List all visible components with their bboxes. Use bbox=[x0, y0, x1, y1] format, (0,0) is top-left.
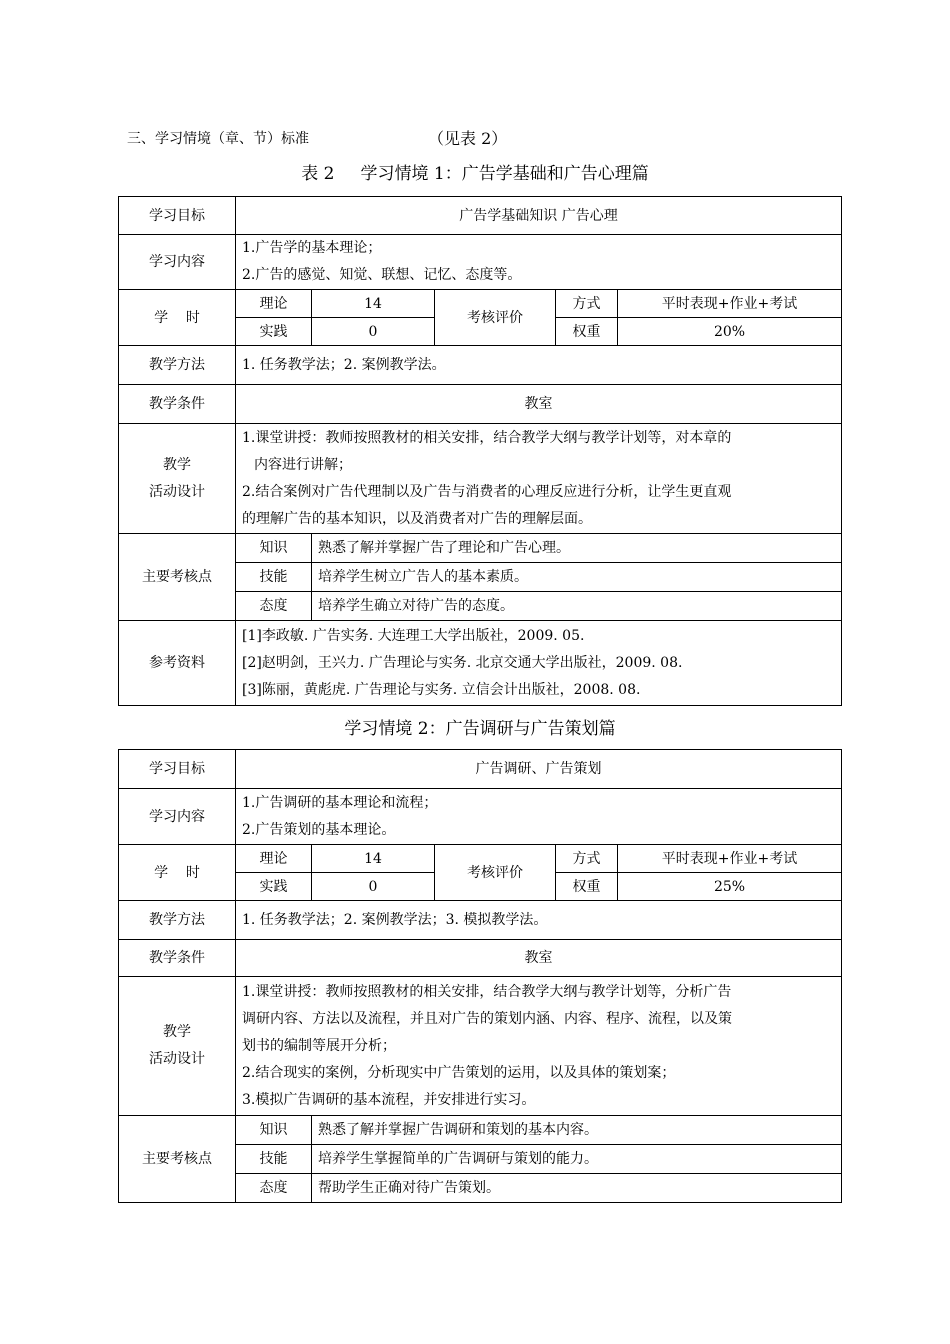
table1-theory-hours: 14 bbox=[312, 290, 435, 318]
table1-refs-label: 参考资料 bbox=[119, 621, 236, 706]
table1-skill-value: 培养学生树立广告人的基本素质。 bbox=[312, 563, 842, 592]
table1-skill-label: 技能 bbox=[236, 563, 312, 592]
table2-practice-label: 实践 bbox=[236, 873, 312, 901]
table2-caption: 学习情境 2：广告调研与广告策划篇 bbox=[344, 719, 616, 739]
see-table-note: （见表 2） bbox=[428, 129, 508, 148]
table2-content-row bbox=[119, 789, 842, 845]
table1-hours-label: 学 时 bbox=[119, 290, 236, 346]
table1-caption bbox=[0, 159, 950, 184]
table2-activity-row bbox=[119, 977, 842, 1116]
table1-ref-item: [2]赵明剑，王兴力. 广告理论与实务. 北京交通大学出版社，2009. 08. bbox=[242, 654, 683, 671]
table2-hours-row bbox=[119, 845, 842, 873]
table1-content-value bbox=[236, 235, 842, 290]
table1-activity-line: 的理解广告的基本知识，以及消费者对广告的理解层面。 bbox=[242, 510, 592, 527]
table2-knowledge-label: 知识 bbox=[236, 1116, 312, 1145]
table2-goal-value: 广告调研、广告策划 bbox=[236, 750, 842, 789]
section-heading: 三、学习情境（章、节）标准 bbox=[127, 131, 309, 147]
table2-skill-label: 技能 bbox=[236, 1145, 312, 1174]
table2-activity-line: 1.课堂讲授：教师按照教材的相关安排，结合教学大纲与教学计划等，分析广告 bbox=[242, 983, 732, 1000]
table1-knowledge-row bbox=[119, 534, 842, 563]
table1-caption-number: 表 2 bbox=[301, 164, 335, 184]
table1-content-row bbox=[119, 235, 842, 290]
table2-attitude-label: 态度 bbox=[236, 1174, 312, 1203]
table1-caption-title: 学习情境 1：广告学基础和广告心理篇 bbox=[360, 164, 649, 184]
table2-attitude-value: 帮助学生正确对待广告策划。 bbox=[312, 1174, 842, 1203]
table1-method-value: 平时表现+作业+考试 bbox=[618, 290, 842, 318]
table2-content-line: 1.广告调研的基本理论和流程； bbox=[242, 794, 438, 811]
table1-activity-line: 内容进行讲解； bbox=[254, 456, 352, 473]
table1-activity-label-line: 教学 bbox=[163, 456, 191, 473]
table1-attitude-value: 培养学生确立对待广告的态度。 bbox=[312, 592, 842, 621]
table1-knowledge-label: 知识 bbox=[236, 534, 312, 563]
table2-skill-value: 培养学生掌握简单的广告调研与策划的能力。 bbox=[312, 1145, 842, 1174]
table2-content-line: 2.广告策划的基本理论。 bbox=[242, 821, 396, 838]
table1-activity-row bbox=[119, 424, 842, 534]
table1-practice-hours: 0 bbox=[312, 318, 435, 346]
table2-theory-hours: 14 bbox=[312, 845, 435, 873]
table1-knowledge-value: 熟悉了解并掌握广告了理论和广告心理。 bbox=[312, 534, 842, 563]
table1-goal-value: 广告学基础知识 广告心理 bbox=[236, 197, 842, 235]
table1-goal-row bbox=[119, 197, 842, 235]
table2-activity-value bbox=[236, 977, 842, 1116]
table2-teaching-method-value: 1. 任务教学法；2. 案例教学法；3. 模拟教学法。 bbox=[236, 901, 842, 940]
table2-practice-hours: 0 bbox=[312, 873, 435, 901]
table1-activity-value bbox=[236, 424, 842, 534]
table2-knowledge-value: 熟悉了解并掌握广告调研和策划的基本内容。 bbox=[312, 1116, 842, 1145]
table1-method-row bbox=[119, 346, 842, 385]
table1-practice-label: 实践 bbox=[236, 318, 312, 346]
table1-conditions-row bbox=[119, 385, 842, 424]
table1-conditions-value: 教室 bbox=[236, 385, 842, 424]
table1-attitude-label: 态度 bbox=[236, 592, 312, 621]
table2-activity-line: 调研内容、方法以及流程，并且对广告的策划内涵、内容、程序、流程，以及策 bbox=[242, 1010, 732, 1027]
table2-conditions-row bbox=[119, 940, 842, 977]
table2-activity-label-line: 教学 bbox=[163, 1024, 191, 1040]
table2-content-value bbox=[236, 789, 842, 845]
table2-content-label: 学习内容 bbox=[119, 789, 236, 845]
table1-activity-line: 1.课堂讲授：教师按照教材的相关安排，结合教学大纲与教学计划等，对本章的 bbox=[242, 429, 732, 446]
table1-key-points-label: 主要考核点 bbox=[119, 534, 236, 621]
table2-assessment-label: 考核评价 bbox=[435, 845, 556, 901]
table1-weight-value: 20% bbox=[618, 318, 842, 346]
table2-weight-label: 权重 bbox=[556, 873, 618, 901]
table2-goal-row bbox=[119, 750, 842, 789]
table1-content-line: 2.广告的感觉、知觉、联想、记忆、态度等。 bbox=[242, 267, 522, 283]
table2-method-value: 平时表现+作业+考试 bbox=[618, 845, 842, 873]
table2-key-points-label: 主要考核点 bbox=[119, 1116, 236, 1203]
table2-conditions-label: 教学条件 bbox=[119, 940, 236, 977]
table2-method-label: 方式 bbox=[556, 845, 618, 873]
table2-weight-value: 25% bbox=[618, 873, 842, 901]
table1-conditions-label: 教学条件 bbox=[119, 385, 236, 424]
table1-ref-item: [3]陈丽，黄彪虎. 广告理论与实务. 立信会计出版社，2008. 08. bbox=[242, 681, 641, 698]
table1 bbox=[118, 196, 842, 706]
table1-activity-label-line: 活动设计 bbox=[149, 483, 205, 500]
table1-theory-label: 理论 bbox=[236, 290, 312, 318]
table1-refs-value bbox=[236, 621, 842, 706]
table2-goal-label: 学习目标 bbox=[119, 750, 236, 789]
table1-activity-label bbox=[119, 424, 236, 534]
table2-teaching-method-label: 教学方法 bbox=[119, 901, 236, 940]
table1-teaching-method-value: 1. 任务教学法；2. 案例教学法。 bbox=[236, 346, 842, 385]
table1-refs-row bbox=[119, 621, 842, 706]
table1-weight-label: 权重 bbox=[556, 318, 618, 346]
table2-hours-label: 学 时 bbox=[119, 845, 236, 901]
table1-ref-item: [1]李政敏. 广告实务. 大连理工大学出版社，2009. 05. bbox=[242, 627, 585, 644]
table1-hours-row bbox=[119, 290, 842, 318]
table2-knowledge-row bbox=[119, 1116, 842, 1145]
table2-activity-line: 2.结合现实的案例，分析现实中广告策划的运用，以及具体的策划案； bbox=[242, 1064, 676, 1081]
table2-activity-line: 划书的编制等展开分析； bbox=[242, 1037, 396, 1054]
table1-content-label: 学习内容 bbox=[119, 235, 236, 290]
table1-content-line: 1.广告学的基本理论； bbox=[242, 240, 382, 256]
table1-assessment-label: 考核评价 bbox=[435, 290, 556, 346]
table1-method-label: 方式 bbox=[556, 290, 618, 318]
table2-theory-label: 理论 bbox=[236, 845, 312, 873]
table1-goal-label: 学习目标 bbox=[119, 197, 236, 235]
table2-activity-label bbox=[119, 977, 236, 1116]
table2-conditions-value: 教室 bbox=[236, 940, 842, 977]
table2 bbox=[118, 749, 842, 1203]
table2-method-row bbox=[119, 901, 842, 940]
table2-activity-line: 3.模拟广告调研的基本流程，并安排进行实习。 bbox=[242, 1091, 536, 1108]
table1-teaching-method-label: 教学方法 bbox=[119, 346, 236, 385]
table2-activity-label-line: 活动设计 bbox=[149, 1051, 205, 1067]
table1-activity-line: 2.结合案例对广告代理制以及广告与消费者的心理反应进行分析，让学生更直观 bbox=[242, 483, 732, 500]
